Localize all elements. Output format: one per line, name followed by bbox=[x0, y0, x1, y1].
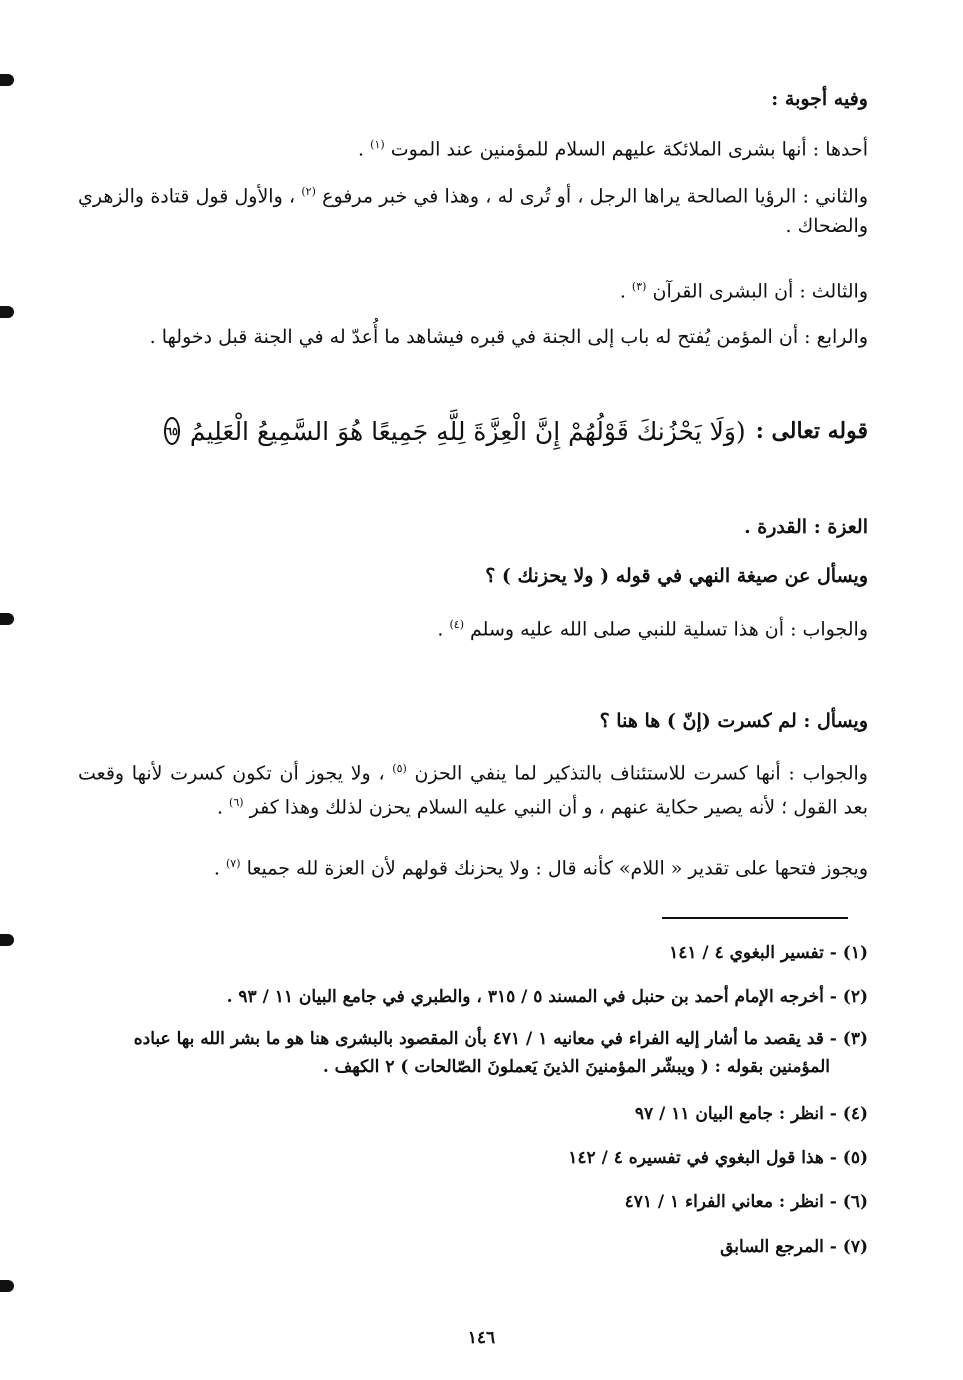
footnote-ref: (٥) bbox=[392, 762, 407, 775]
quran-verse bbox=[166, 408, 868, 454]
verse-text: (وَلَا يَحْزُنكَ قَوْلُهُمْ إِنَّ الْعِزَّةَ لِلَّهِ جَمِيعًا هُوَ السَّمِيعُ الْعَلِيمُ bbox=[189, 416, 746, 446]
footnote-ref: (١) bbox=[370, 138, 385, 151]
page-number: ١٤٦ bbox=[467, 1328, 496, 1348]
scan-edge-mark bbox=[0, 306, 14, 318]
footnote-divider bbox=[662, 917, 848, 919]
footnote-ref: (٧) bbox=[226, 857, 241, 870]
paragraph-answer-3: والثالث : أن البشرى القرآن $^{(٣)}$ . bbox=[619, 280, 868, 303]
footnote-7: (٧) - المرجع السابق bbox=[720, 1237, 868, 1257]
scan-edge-mark bbox=[0, 613, 14, 625]
footnote-ref: (٦) bbox=[229, 796, 244, 810]
footnote-ref: (٣) bbox=[631, 280, 647, 293]
footnote-ref: (٢) bbox=[301, 185, 316, 198]
footnote-4: (٤) - انظر : جامع البيان ١١ / ٩٧ bbox=[634, 1104, 868, 1124]
scan-edge-mark bbox=[0, 1280, 14, 1292]
definition: العزة : القدرة . bbox=[744, 516, 868, 538]
ayah-number-icon: ٦٥ bbox=[164, 417, 180, 445]
paragraph-answer-4: والرابع : أن المؤمن يُفتح له باب إلى الجنة في قبره فيشاهد ما أُعدّ له في الجنة قبل دخولها . bbox=[149, 326, 868, 348]
footnote-ref: (٤) bbox=[449, 618, 464, 631]
footnote-6: (٦) - انظر : معاني الفراء ١ / ٤٧١ bbox=[624, 1192, 868, 1212]
scan-edge-mark bbox=[0, 74, 14, 86]
paragraph-intro: وفيه أجوبة : bbox=[771, 88, 868, 110]
paragraph-fatha: ويجوز فتحها على تقدير « اللام» كأنه قال : ولا يحزنك قولهم لأن العزة لله جميعا $^{(٧)}$ . bbox=[213, 857, 868, 880]
footnote-2: (٢) - أخرجه الإمام أحمد بن حنبل في المسند ٥ / ٣١٥ ، والطبري في جامع البيان ١١ / ٩٣ . bbox=[226, 987, 868, 1007]
footnote-5: (٥) - هذا قول البغوي في تفسيره ٤ / ١٤٢ bbox=[568, 1148, 868, 1168]
paragraph-answer-1: أحدها : أنها بشرى الملائكة عليهم السلام للمؤمنين عند الموت $^{(١)}$ . bbox=[358, 138, 868, 161]
verse-lead: قوله تعالى : bbox=[755, 418, 868, 444]
question-1: ويسأل عن صيغة النهي في قوله ( ولا يحزنك ) ؟ bbox=[485, 565, 868, 587]
answer-1: والجواب : أن هذا تسلية للنبي صلى الله عليه وسلم $^{(٤)}$ . bbox=[437, 618, 868, 641]
scan-edge-mark bbox=[0, 934, 14, 946]
paragraph-answer-2: والثاني : الرؤيا الصالحة يراها الرجل ، أو تُرى له ، وهذا في خبر مرفوع $^{(٢)}$ ، والأول قول قتادة والزهري والضحاك . bbox=[78, 185, 869, 238]
question-2: ويسأل : لم كسرت (إنّ ) ها هنا ؟ bbox=[599, 710, 868, 732]
footnote-1: (١) - تفسير البغوي ٤ / ١٤١ bbox=[669, 943, 868, 963]
footnote-3: (٣) - قد يقصد ما أشار إليه الفراء في معانيه ١ / ٤٧١ بأن المقصود بالبشرى هنا هو ما بشر الله بها عباده المؤمنين بقوله : ( ويبشّر المؤمنينَ الذينَ يَعملونَ الصّالحات ) ٢ الكهف . bbox=[133, 1029, 868, 1077]
answer-2: والجواب : أنها كسرت للاستئناف بالتذكير لما ينفي الحزن $^{(٥)}$ ، ولا يجوز أن تكون كسرت لأنها وقعت بعد القول ؛ لأنه يصير حكاية عنهم ، و أن النبي عليه السلام يحزن لذلك وهذا كفر $^{(٦)}$ . bbox=[78, 762, 868, 819]
